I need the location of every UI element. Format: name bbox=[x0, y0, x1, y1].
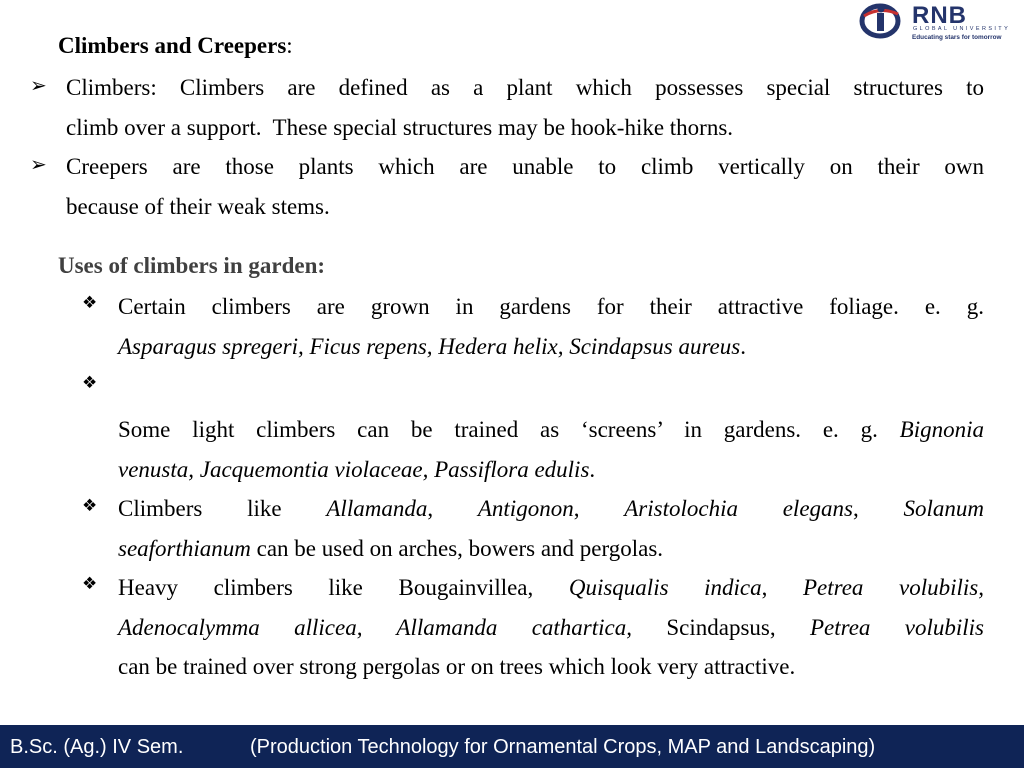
text-run: , bbox=[573, 496, 580, 521]
species-name: Allamanda bbox=[326, 496, 428, 521]
species-name: Petrea volubilis, bbox=[802, 575, 984, 600]
diamond-bullet-icon: ❖ bbox=[82, 574, 98, 594]
text-run: Climbers like bbox=[118, 496, 282, 521]
line bbox=[118, 489, 984, 529]
line bbox=[118, 410, 984, 450]
text-run: Heavy climbers like Bougainvillea, bbox=[118, 575, 534, 600]
species-names: Adenocalymma allicea, Allamanda cathartica, bbox=[118, 614, 632, 640]
text-run: . bbox=[740, 333, 746, 359]
species-name: Antigonon bbox=[477, 496, 574, 521]
diamond-bullet-icon: ❖ bbox=[82, 293, 98, 313]
text-run: Some light climbers can be trained as ‘screens’ in gardens. e. g. bbox=[118, 417, 878, 442]
text-run: can be used on arches, bowers and pergolas. bbox=[250, 535, 664, 561]
species-name: seaforthianum bbox=[118, 535, 251, 561]
species-name: Petrea volubilis bbox=[809, 614, 984, 640]
list-item-arches bbox=[118, 489, 984, 568]
species-names: venusta, Jacquemontia violaceae, Passiflora edulis bbox=[118, 456, 590, 482]
line bbox=[118, 287, 984, 327]
line bbox=[118, 568, 984, 608]
line: climb over a support. These special structures may be hook-hike thorns. bbox=[66, 114, 734, 140]
logo-emblem-icon bbox=[858, 2, 904, 42]
logo-name: RNB bbox=[912, 2, 967, 29]
logo-tagline: Educating stars for tomorrow bbox=[912, 34, 1002, 41]
section-heading-uses: Uses of climbers in garden: bbox=[58, 253, 326, 278]
line: can be trained over strong pergolas or on trees which look very attractive. bbox=[118, 654, 796, 679]
footer-bar bbox=[0, 725, 1024, 768]
footer-course: B.Sc. (Ag.) IV Sem. bbox=[10, 736, 184, 758]
text-run: , bbox=[761, 575, 768, 600]
list-item-heavy-climbers bbox=[118, 568, 984, 687]
line bbox=[118, 327, 984, 367]
line bbox=[118, 529, 984, 569]
arrow-bullet-icon: ➢ bbox=[30, 152, 47, 176]
line: Climbers: Climbers are defined as a plant which possesses special structures to bbox=[66, 75, 984, 100]
text-run: Certain climbers are grown in gardens for their attractive foliage. e. g. bbox=[118, 294, 984, 319]
list-item-foliage bbox=[118, 287, 984, 366]
line bbox=[118, 608, 984, 648]
diamond-bullet-icon: ❖ bbox=[82, 496, 98, 516]
heading-text: Climbers and Creepers bbox=[58, 33, 287, 58]
text-run: . bbox=[589, 456, 596, 482]
species-name: Bignonia bbox=[899, 417, 985, 442]
text-run: , bbox=[853, 496, 859, 521]
section-heading-climbers-creepers bbox=[58, 32, 293, 60]
logo-subtitle: GLOBAL UNIVERSITY bbox=[913, 26, 1011, 32]
line: because of their weak stems. bbox=[66, 193, 330, 219]
text-run: , bbox=[427, 496, 434, 521]
list-item-climbers bbox=[66, 68, 984, 147]
text-run: Scindapsus, bbox=[632, 614, 776, 640]
footer-subject: (Production Technology for Ornamental Crops, MAP and Landscaping) bbox=[250, 736, 876, 758]
university-logo bbox=[856, 0, 1024, 48]
line: Creepers are those plants which are unable to climb vertically on their own bbox=[66, 154, 984, 179]
line bbox=[118, 450, 984, 490]
species-name: Aristolochia elegans bbox=[624, 496, 853, 521]
species-name: Solanum bbox=[903, 496, 985, 521]
heading-colon: : bbox=[286, 33, 293, 58]
species-names: Asparagus spregeri, Ficus repens, Hedera helix, Scindapsus aureus bbox=[118, 333, 741, 359]
species-name: Quisqualis indica bbox=[568, 575, 762, 600]
diamond-bullet-icon: ❖ bbox=[82, 373, 98, 393]
list-item-creepers bbox=[66, 147, 984, 226]
arrow-bullet-icon: ➢ bbox=[30, 73, 47, 97]
list-item-screens bbox=[118, 410, 984, 489]
